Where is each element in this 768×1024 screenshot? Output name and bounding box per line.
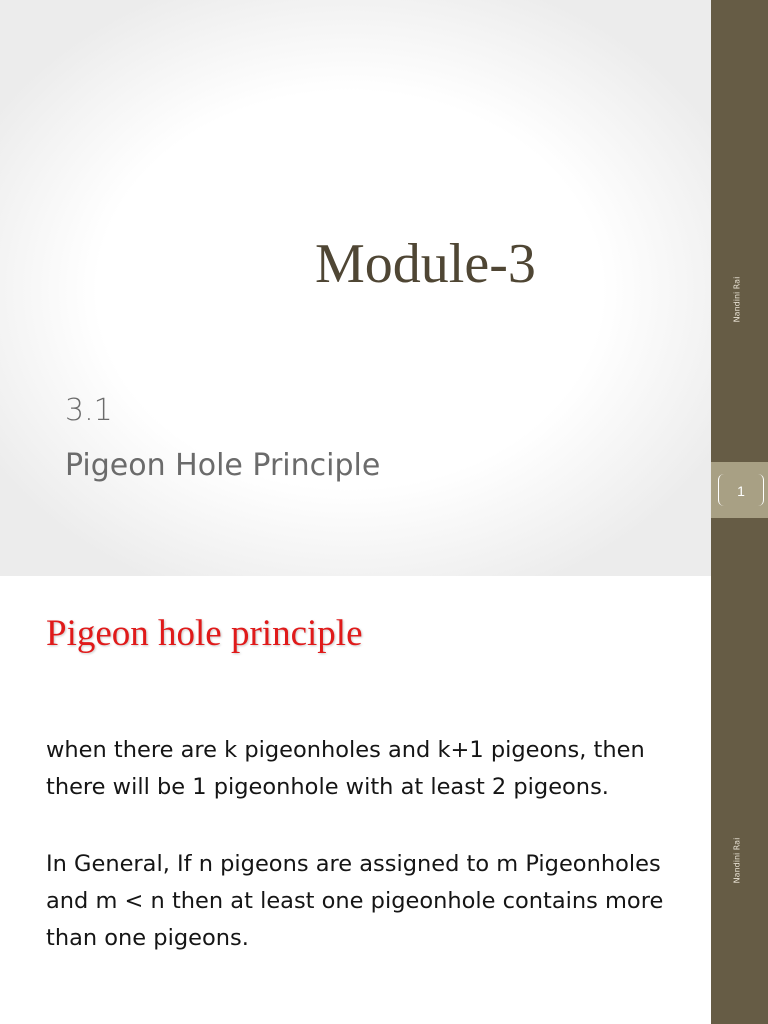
general-paragraph: In General, If n pigeons are assigned to m Pigeonholes and m < n then at least one pigeonhole contains more than one pigeons. bbox=[46, 851, 664, 951]
section-title: Pigeon Hole Principle bbox=[65, 448, 381, 483]
author-label: Nandini Rai bbox=[732, 276, 742, 323]
sidebar-bar bbox=[711, 576, 768, 1024]
definition-paragraph: when there are k pigeonholes and k+1 pigeons, then there will be 1 pigeonhole with at least 2 pigeons. bbox=[46, 737, 645, 800]
section-number: 3.1 bbox=[65, 393, 113, 428]
page-number: 1 bbox=[737, 483, 745, 499]
author-label: Nandini Rai bbox=[732, 837, 742, 884]
slide-title: Module-3 bbox=[315, 233, 536, 295]
slide-heading: Pigeon hole principle bbox=[46, 613, 363, 654]
content-slide bbox=[0, 576, 768, 1024]
